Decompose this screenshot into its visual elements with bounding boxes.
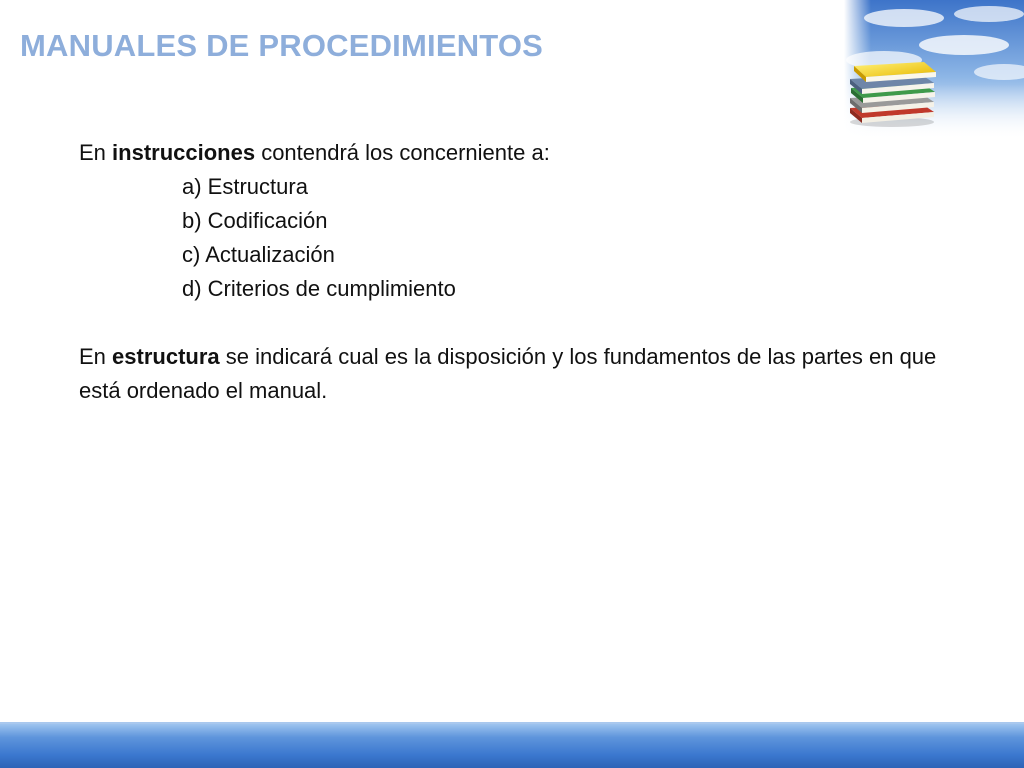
slide-body bbox=[79, 136, 959, 408]
list-item-codificacion: b) Codificación bbox=[182, 208, 328, 233]
list-item-criterios: d) Criterios de cumplimiento bbox=[182, 276, 456, 301]
slide-title: MANUALES DE PROCEDIMIENTOS bbox=[20, 28, 544, 63]
paragraph-estructura bbox=[79, 340, 959, 408]
spacer bbox=[79, 306, 959, 340]
keyword-instrucciones: instrucciones bbox=[112, 140, 256, 165]
books-on-sky-icon bbox=[844, 0, 1024, 140]
paragraph-instrucciones bbox=[79, 136, 959, 170]
keyword-estructura: estructura bbox=[112, 344, 220, 369]
paragraph-suffix: se indicará cual es la disposición y los fundamentos de las partes en que está ordenado el manual. bbox=[79, 344, 937, 403]
list-item-estructura: a) Estructura bbox=[182, 174, 308, 199]
paragraph-prefix: En bbox=[79, 140, 113, 165]
paragraph-suffix: contendrá los concerniente a: bbox=[255, 140, 550, 165]
paragraph-prefix: En bbox=[79, 344, 113, 369]
list-item-actualizacion: c) Actualización bbox=[182, 242, 335, 267]
footer-bar bbox=[0, 722, 1024, 768]
